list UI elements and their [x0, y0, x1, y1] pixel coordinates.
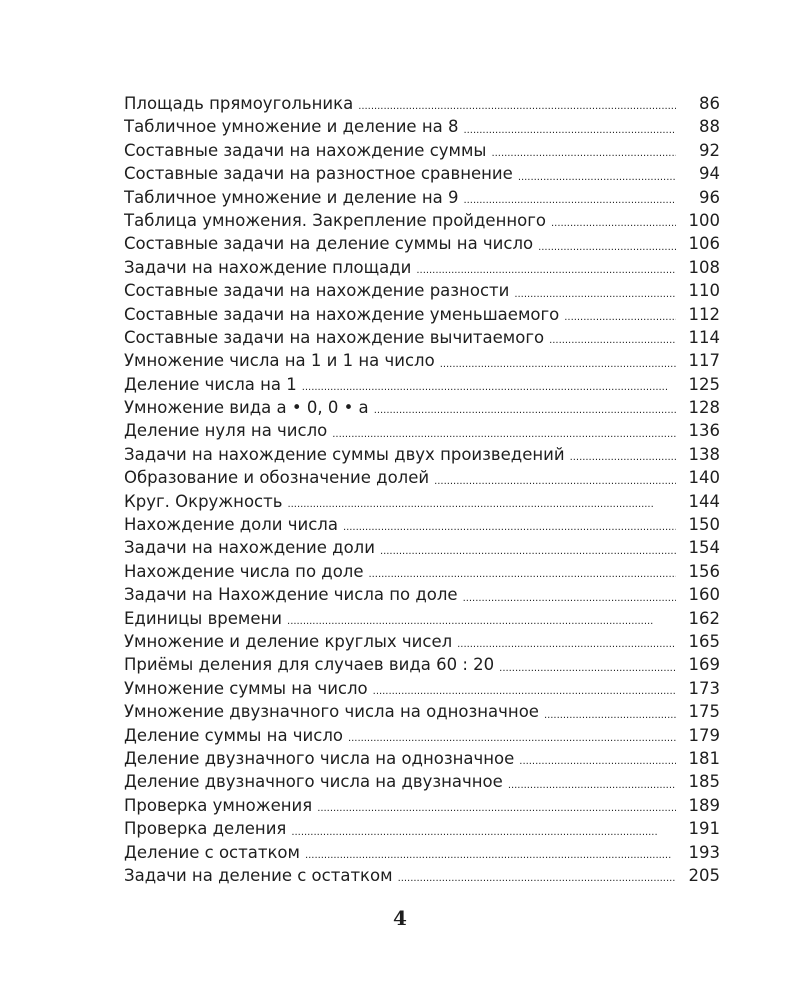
toc-entry: [124, 349, 720, 372]
toc-entry-title: Нахождение доли числа: [124, 515, 338, 535]
toc-entry-title: Составные задачи на нахождение разности: [124, 281, 510, 301]
toc-entry-title: Задачи на деление с остатком: [124, 865, 393, 885]
dot-leader: [463, 186, 676, 209]
table-of-contents: [124, 92, 720, 887]
toc-entry: [124, 583, 720, 606]
page-number: 4: [393, 906, 407, 930]
toc-entry-title: Деление двузначного числа на однозначное: [124, 748, 515, 768]
toc-entry: [124, 92, 720, 115]
toc-entry-title: Нахождение числа по доле: [124, 561, 364, 581]
dot-leader: [291, 817, 676, 840]
toc-entry-title: Составные задачи на деление суммы на число: [124, 234, 534, 254]
toc-entry-page: 144: [688, 491, 720, 511]
toc-entry: [124, 162, 720, 185]
dot-leader: [491, 139, 676, 162]
dot-leader: [380, 536, 676, 559]
toc-entry-title: Составные задачи на нахождение суммы: [124, 140, 487, 160]
dot-leader: [551, 209, 676, 232]
toc-entry-title: Умножение числа на 1 и 1 на число: [124, 351, 435, 371]
toc-entry-page: 96: [699, 187, 720, 207]
toc-entry-title: Задачи на Нахождение числа по доле: [124, 585, 458, 605]
toc-entry-page: 100: [688, 210, 720, 230]
toc-entry-page: 106: [688, 234, 720, 254]
dot-leader: [544, 700, 676, 723]
dot-leader: [343, 513, 676, 536]
toc-entry-title: Табличное умножение и деление на 9: [124, 187, 459, 207]
dot-leader: [287, 607, 676, 630]
toc-entry-page: 88: [699, 117, 720, 137]
toc-entry: [124, 724, 720, 747]
toc-entry-title: Единицы времени: [124, 608, 283, 628]
dot-leader: [332, 419, 676, 442]
dot-leader: [358, 92, 676, 115]
toc-entry-page: 114: [688, 327, 720, 347]
toc-entry: [124, 677, 720, 700]
dot-leader: [538, 232, 676, 255]
dot-leader: [305, 841, 676, 864]
toc-entry: [124, 700, 720, 723]
toc-entry-page: 185: [688, 772, 720, 792]
toc-entry: [124, 841, 720, 864]
dot-leader: [317, 794, 676, 817]
toc-entry-title: Умножение двузначного числа на однозначное: [124, 702, 539, 722]
toc-entry-page: 165: [688, 631, 720, 651]
toc-entry: [124, 770, 720, 793]
toc-entry: [124, 209, 720, 232]
toc-entry-title: Деление с остатком: [124, 842, 300, 862]
toc-entry-title: Проверка умножения: [124, 795, 313, 815]
toc-entry-page: 125: [688, 374, 720, 394]
dot-leader: [398, 864, 676, 887]
toc-entry-title: Задачи на нахождение доли: [124, 538, 375, 558]
toc-entry-title: Умножение суммы на число: [124, 678, 368, 698]
dot-leader: [499, 653, 676, 676]
dot-leader: [463, 115, 676, 138]
toc-entry-page: 162: [688, 608, 720, 628]
toc-entry-title: Табличное умножение и деление на 8: [124, 117, 459, 137]
dot-leader: [564, 303, 676, 326]
toc-entry: [124, 419, 720, 442]
dot-leader: [302, 373, 676, 396]
toc-entry: [124, 373, 720, 396]
toc-entry: [124, 560, 720, 583]
toc-entry-page: 136: [688, 421, 720, 441]
dot-leader: [440, 349, 676, 372]
toc-entry-page: 169: [688, 655, 720, 675]
toc-entry-page: 193: [688, 842, 720, 862]
toc-entry: [124, 817, 720, 840]
dot-leader: [457, 630, 676, 653]
toc-entry-title: Таблица умножения. Закрепление пройденного: [124, 210, 547, 230]
toc-entry-title: Деление числа на 1: [124, 374, 297, 394]
dot-leader: [368, 560, 676, 583]
dot-leader: [348, 724, 676, 747]
toc-entry-page: 160: [688, 585, 720, 605]
toc-entry-page: 86: [699, 94, 720, 113]
toc-entry-title: Умножение вида а • 0, 0 • а: [124, 398, 369, 418]
dot-leader: [373, 677, 676, 700]
toc-entry-title: Деление нуля на число: [124, 421, 328, 441]
toc-entry: [124, 747, 720, 770]
toc-entry-page: 156: [688, 561, 720, 581]
toc-entry: [124, 653, 720, 676]
toc-entry-page: 110: [688, 281, 720, 301]
toc-entry-page: 112: [688, 304, 720, 324]
toc-entry-title: Составные задачи на нахождение уменьшаемого: [124, 304, 560, 324]
toc-entry: [124, 396, 720, 419]
toc-entry-title: Задачи на нахождение суммы двух произведений: [124, 444, 565, 464]
toc-entry-page: 117: [688, 351, 720, 371]
dot-leader: [519, 747, 676, 770]
toc-entry-title: Площадь прямоугольника: [124, 94, 354, 113]
toc-entry-page: 175: [688, 702, 720, 722]
toc-entry-title: Составные задачи на нахождение вычитаемого: [124, 327, 545, 347]
toc-entry-title: Задачи на нахождение площади: [124, 257, 412, 277]
dot-leader: [514, 279, 676, 302]
toc-entry-page: 191: [688, 819, 720, 839]
toc-entry-title: Круг. Окружность: [124, 491, 283, 511]
toc-entry-title: Деление суммы на число: [124, 725, 343, 745]
toc-entry-title: Умножение и деление круглых чисел: [124, 631, 453, 651]
dot-leader: [463, 583, 676, 606]
toc-entry: [124, 115, 720, 138]
toc-entry-page: 179: [688, 725, 720, 745]
toc-entry: [124, 326, 720, 349]
toc-entry: [124, 536, 720, 559]
toc-entry: [124, 232, 720, 255]
dot-leader: [518, 162, 676, 185]
toc-entry: [124, 256, 720, 279]
toc-entry: [124, 864, 720, 887]
toc-entry: [124, 513, 720, 536]
toc-entry: [124, 186, 720, 209]
toc-entry-page: 92: [699, 140, 720, 160]
toc-entry-page: 138: [688, 444, 720, 464]
toc-entry-page: 150: [688, 515, 720, 535]
dot-leader: [549, 326, 676, 349]
toc-entry-title: Деление двузначного числа на двузначное: [124, 772, 503, 792]
dot-leader: [570, 443, 676, 466]
toc-entry: [124, 279, 720, 302]
toc-entry-page: 140: [688, 468, 720, 488]
toc-entry: [124, 303, 720, 326]
toc-entry: [124, 139, 720, 162]
toc-entry: [124, 443, 720, 466]
toc-entry: [124, 490, 720, 513]
dot-leader: [416, 256, 676, 279]
toc-entry-page: 205: [688, 865, 720, 885]
toc-entry-page: 189: [688, 795, 720, 815]
toc-entry-page: 108: [688, 257, 720, 277]
toc-entry: [124, 794, 720, 817]
toc-entry-page: 154: [688, 538, 720, 558]
toc-entry-title: Приёмы деления для случаев вида 60 : 20: [124, 655, 495, 675]
dot-leader: [508, 770, 676, 793]
toc-entry-page: 128: [688, 398, 720, 418]
toc-entry: [124, 630, 720, 653]
toc-entry: [124, 607, 720, 630]
toc-entry-page: 94: [699, 164, 720, 184]
toc-entry-title: Образование и обозначение долей: [124, 468, 430, 488]
dot-leader: [374, 396, 676, 419]
toc-entry-title: Проверка деления: [124, 819, 287, 839]
toc-entry: [124, 466, 720, 489]
toc-entry-title: Составные задачи на разностное сравнение: [124, 164, 513, 184]
toc-entry-page: 173: [688, 678, 720, 698]
dot-leader: [434, 466, 676, 489]
dot-leader: [287, 490, 676, 513]
toc-entry-page: 181: [688, 748, 720, 768]
